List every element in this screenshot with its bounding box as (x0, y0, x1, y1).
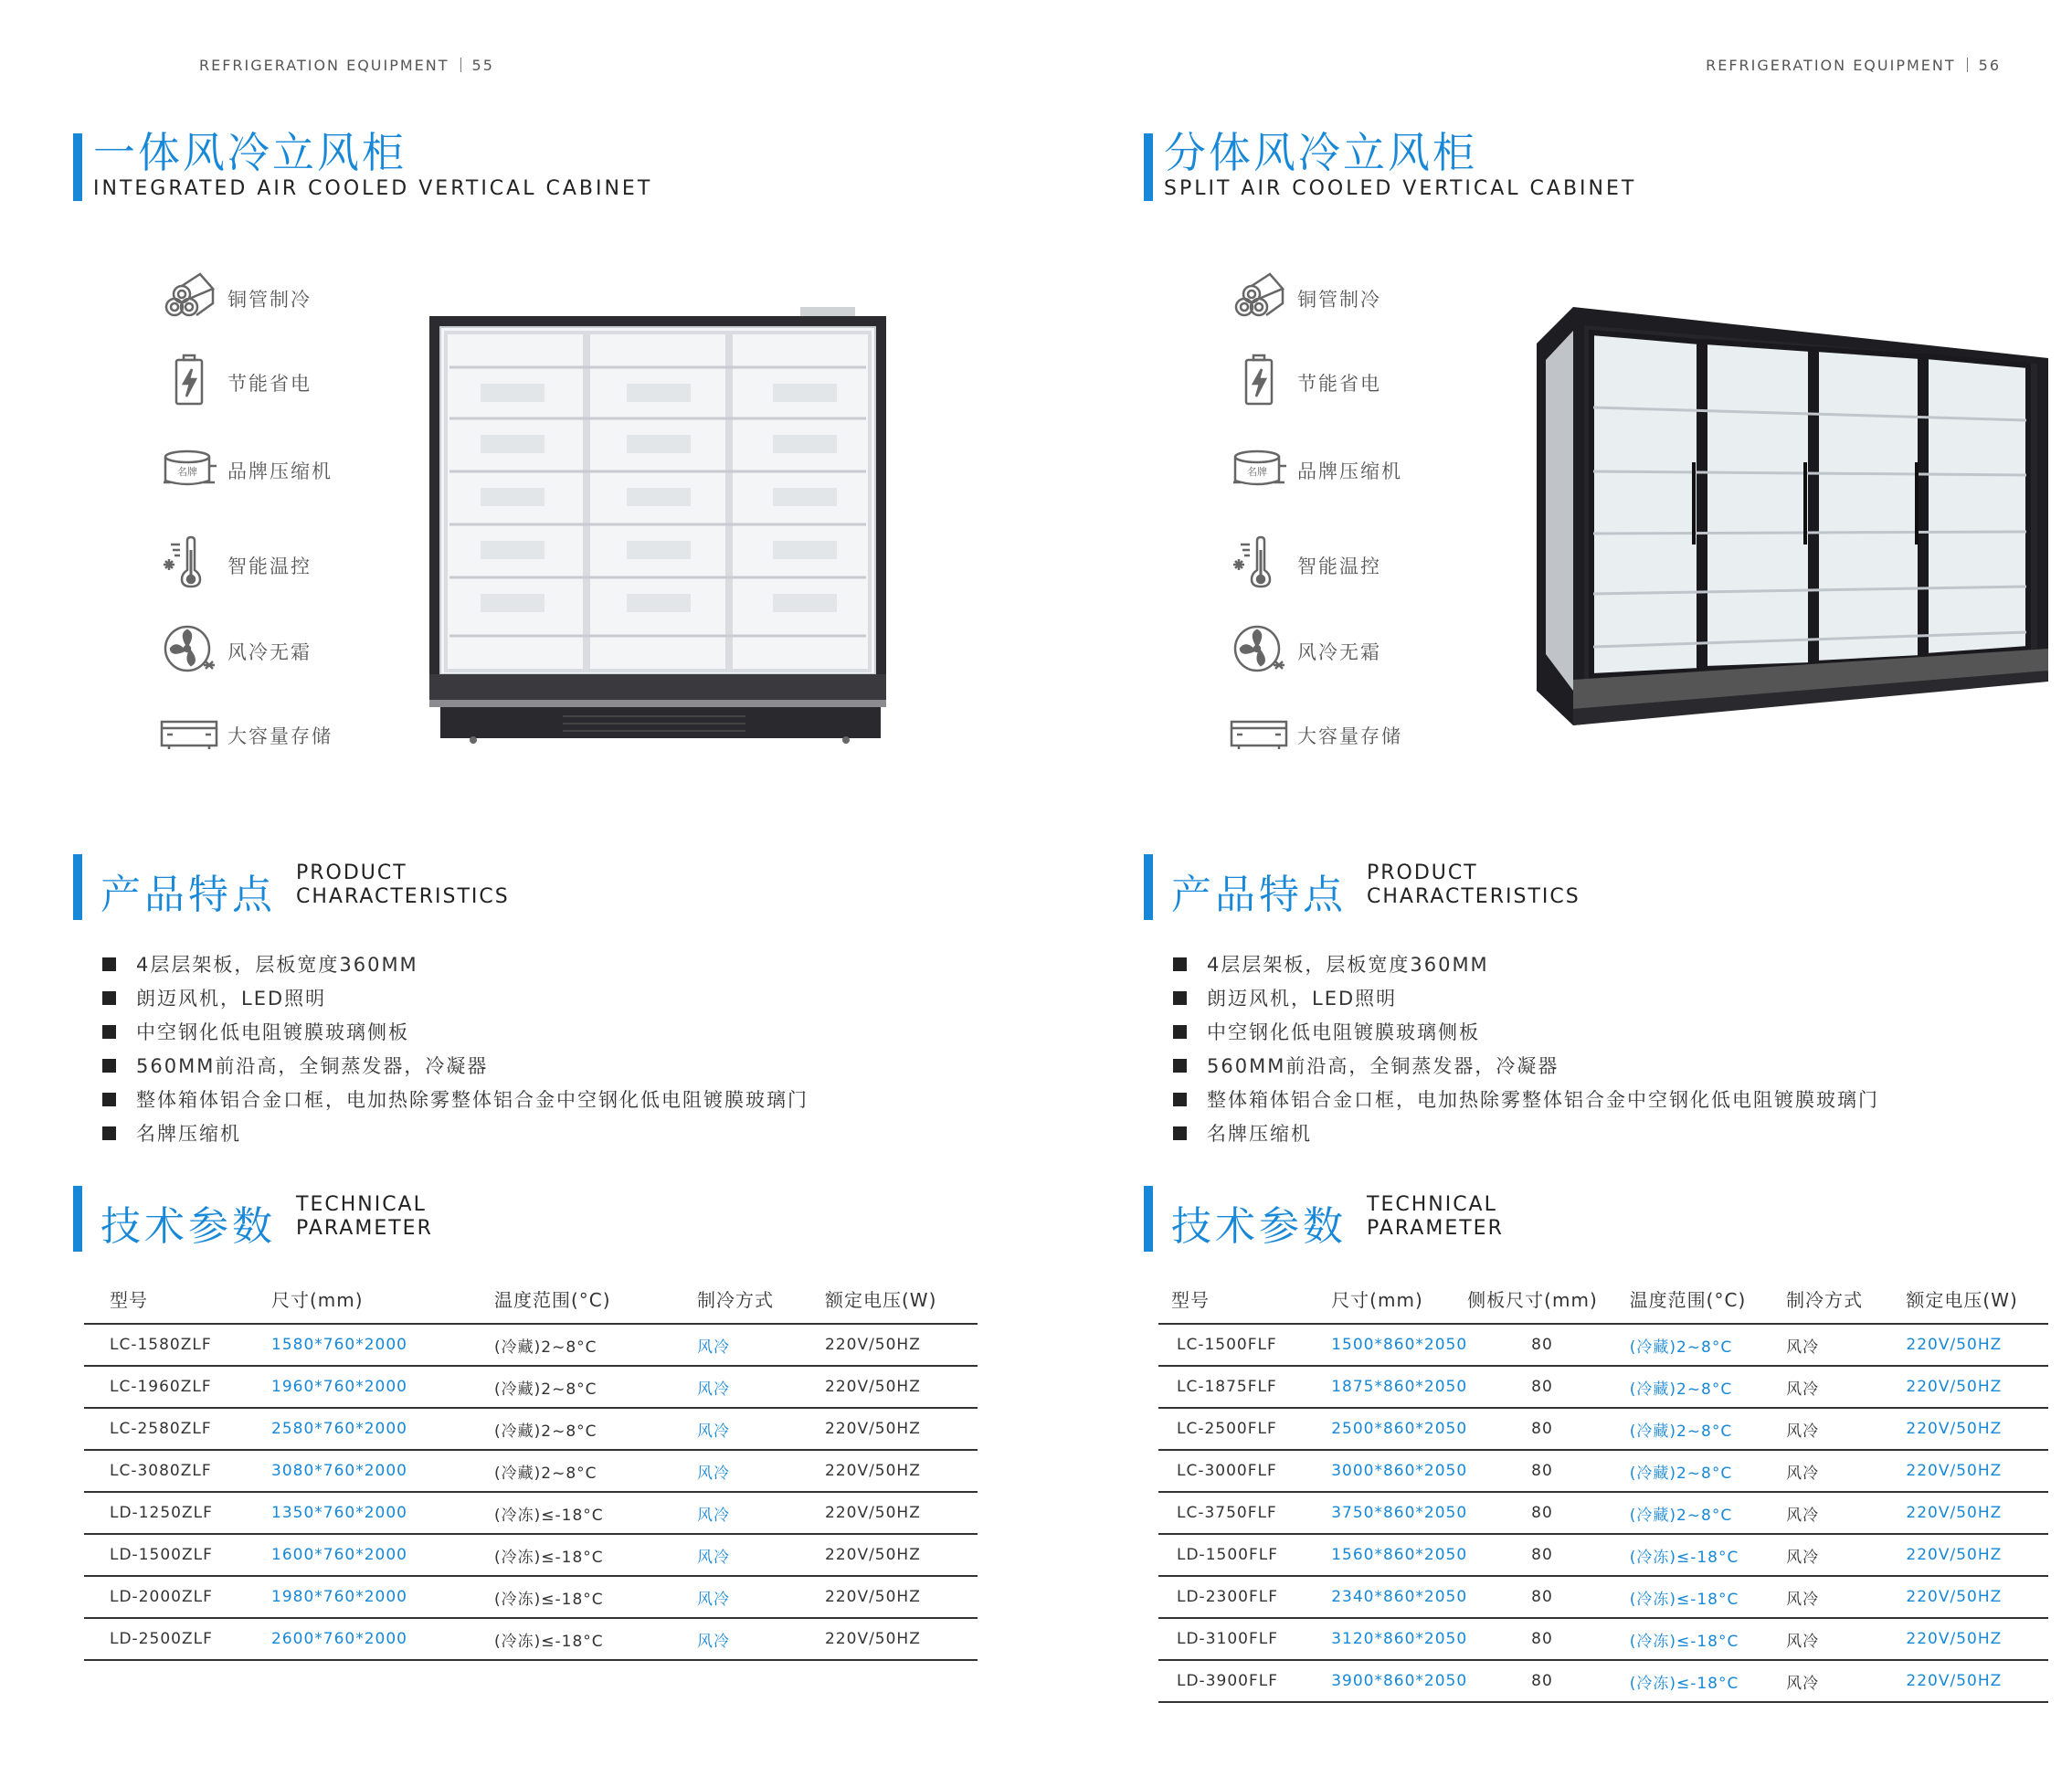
table-row: LD-2300FLF 2340*860*2050 80 (冷冻)≤-18°C 风冷 220V/50HZ (1158, 1576, 2048, 1618)
section-title-en: TECHNICAL PARAMETER (1367, 1193, 1504, 1240)
list-item: 560MM前沿高，全铜蒸发器，冷凝器 (1173, 1052, 1879, 1085)
feature-label: 智能温控 (1297, 555, 1381, 577)
feature-item (1230, 619, 1467, 678)
table-row: LC-3080ZLF 3080*760*2000 (冷藏)2~8°C 风冷 220V/50HZ (84, 1450, 978, 1492)
column-header: 型号 (84, 1279, 271, 1324)
title-cn: 一体风冷立风柜 (93, 128, 407, 177)
section-title-cn: 技术参数 (100, 1203, 276, 1250)
column-header: 额定电压(W) (1906, 1279, 2048, 1324)
table-row: LC-1875FLF 1875*860*2050 80 (冷藏)2~8°C 风冷 220V/50HZ (1158, 1366, 2048, 1408)
feature-item (160, 534, 397, 592)
feature-label: 风冷无霜 (1297, 641, 1381, 663)
column-header: 型号 (1158, 1279, 1331, 1324)
feature-label: 风冷无霜 (227, 641, 312, 663)
battery-icon (160, 351, 218, 409)
list-item: 中空钢化低电阻镀膜玻璃侧板 (1173, 1018, 1879, 1052)
table-row: LC-3750FLF 3750*860*2050 80 (冷藏)2~8°C 风冷 220V/50HZ (1158, 1492, 2048, 1534)
characteristics-heading (1144, 854, 1580, 920)
table-row: LC-3000FLF 3000*860*2050 80 (冷藏)2~8°C 风冷 220V/50HZ (1158, 1450, 2048, 1492)
feature-item (1230, 439, 1467, 497)
list-item: 名牌压缩机 (1173, 1119, 1879, 1153)
list-item: 朗迈风机，LED照明 (102, 984, 809, 1018)
column-header: 尺寸(mm) (1331, 1279, 1467, 1324)
compressor-icon (1230, 439, 1288, 497)
header-label: REFRIGERATION EQUIPMENT (1706, 57, 1956, 74)
feature-label: 品牌压缩机 (1297, 460, 1402, 482)
storage-icon (160, 703, 218, 762)
product-title (73, 130, 652, 201)
product-title (1144, 130, 1636, 201)
fan-icon (160, 619, 218, 678)
feature-item (1230, 703, 1467, 762)
feature-item (160, 351, 397, 409)
title-cn: 分体风冷立风柜 (1164, 128, 1477, 177)
battery-icon (1230, 351, 1288, 409)
page-number: 55 (471, 57, 494, 74)
feature-item (1230, 534, 1467, 592)
table-header-row (1158, 1279, 2048, 1324)
feature-item (160, 619, 397, 678)
spec-table (84, 1279, 978, 1661)
section-accent-bar (1144, 1186, 1153, 1252)
split-cabinet-image (1537, 307, 2057, 727)
thermometer-icon (160, 534, 218, 592)
compressor-icon (160, 439, 218, 497)
table-header-row (84, 1279, 978, 1324)
section-title-cn: 产品特点 (1171, 872, 1347, 918)
header-label: REFRIGERATION EQUIPMENT (199, 57, 449, 74)
feature-label: 节能省电 (1297, 373, 1381, 395)
fan-icon (1230, 619, 1288, 678)
running-header (199, 57, 494, 74)
feature-label: 品牌压缩机 (227, 460, 333, 482)
list-item: 560MM前沿高，全铜蒸发器，冷凝器 (102, 1052, 809, 1085)
table-row: LD-1250ZLF 1350*760*2000 (冷冻)≤-18°C 风冷 220V/50HZ (84, 1492, 978, 1534)
section-title-en: TECHNICAL PARAMETER (296, 1193, 433, 1240)
table-row: LD-3100FLF 3120*860*2050 80 (冷冻)≤-18°C 风冷 220V/50HZ (1158, 1618, 2048, 1660)
section-title-en: PRODUCT CHARACTERISTICS (1367, 862, 1580, 908)
title-en: SPLIT AIR COOLED VERTICAL CABINET (1164, 177, 1637, 200)
column-header: 尺寸(mm) (271, 1279, 494, 1324)
table-row: LD-2000ZLF 1980*760*2000 (冷冻)≤-18°C 风冷 220V/50HZ (84, 1576, 978, 1618)
storage-icon (1230, 703, 1288, 762)
technical-heading (73, 1186, 433, 1252)
feature-label: 大容量存储 (1297, 725, 1402, 747)
list-item: 整体箱体铝合金口框，电加热除雾整体铝合金中空钢化低电阻镀膜玻璃门 (1173, 1085, 1879, 1119)
section-title-cn: 产品特点 (100, 872, 276, 918)
table-row: LD-1500FLF 1560*860*2050 80 (冷冻)≤-18°C 风冷 220V/50HZ (1158, 1534, 2048, 1576)
section-accent-bar (73, 1186, 82, 1252)
running-header (1706, 57, 2001, 74)
integrated-cabinet-image (426, 307, 892, 744)
list-item: 中空钢化低电阻镀膜玻璃侧板 (102, 1018, 809, 1052)
feature-item (160, 703, 397, 762)
feature-item (160, 439, 397, 497)
thermometer-icon (1230, 534, 1288, 592)
list-item: 4层层架板，层板宽度360MM (102, 950, 809, 984)
page-number: 56 (1978, 57, 2001, 74)
feature-label: 铜管制冷 (1297, 289, 1381, 311)
characteristics-heading (73, 854, 510, 920)
table-row: LC-2500FLF 2500*860*2050 80 (冷藏)2~8°C 风冷 220V/50HZ (1158, 1408, 2048, 1450)
copper-pipe-icon (1230, 267, 1288, 325)
table-row: LD-3900FLF 3900*860*2050 80 (冷冻)≤-18°C 风冷 220V/50HZ (1158, 1660, 2048, 1702)
column-header: 额定电压(W) (825, 1279, 978, 1324)
list-item: 朗迈风机，LED照明 (1173, 984, 1879, 1018)
column-header: 温度范围(°C) (1630, 1279, 1786, 1324)
feature-label: 节能省电 (227, 373, 312, 395)
spec-table (1158, 1279, 2048, 1703)
characteristics-list (102, 950, 809, 1153)
feature-label: 大容量存储 (227, 725, 333, 747)
svg-text:名牌: 名牌 (177, 466, 197, 478)
column-header: 制冷方式 (1786, 1279, 1906, 1324)
list-item: 4层层架板，层板宽度360MM (1173, 950, 1879, 984)
copper-pipe-icon (160, 267, 218, 325)
table-row: LC-1500FLF 1500*860*2050 80 (冷藏)2~8°C 风冷 220V/50HZ (1158, 1324, 2048, 1366)
section-accent-bar (73, 854, 82, 920)
right-page (1036, 0, 2072, 1766)
table-row: LC-2580ZLF 2580*760*2000 (冷藏)2~8°C 风冷 220V/50HZ (84, 1408, 978, 1450)
list-item: 整体箱体铝合金口框，电加热除雾整体铝合金中空钢化低电阻镀膜玻璃门 (102, 1085, 809, 1119)
table-row: LD-1500ZLF 1600*760*2000 (冷冻)≤-18°C 风冷 220V/50HZ (84, 1534, 978, 1576)
column-header: 温度范围(°C) (494, 1279, 697, 1324)
feature-item (1230, 267, 1467, 325)
list-item: 名牌压缩机 (102, 1119, 809, 1153)
title-accent-bar (1144, 133, 1153, 201)
column-header: 制冷方式 (697, 1279, 825, 1324)
section-title-cn: 技术参数 (1171, 1203, 1347, 1250)
title-accent-bar (73, 133, 82, 201)
section-title-en: PRODUCT CHARACTERISTICS (296, 862, 510, 908)
table-row: LD-2500ZLF 2600*760*2000 (冷冻)≤-18°C 风冷 220V/50HZ (84, 1618, 978, 1660)
section-accent-bar (1144, 854, 1153, 920)
feature-item (1230, 351, 1467, 409)
title-en: INTEGRATED AIR COOLED VERTICAL CABINET (93, 177, 653, 200)
column-header: 侧板尺寸(mm) (1467, 1279, 1630, 1324)
table-row: LC-1960ZLF 1960*760*2000 (冷藏)2~8°C 风冷 220V/50HZ (84, 1366, 978, 1408)
feature-item (160, 267, 397, 325)
svg-text:名牌: 名牌 (1247, 466, 1267, 478)
table-row: LC-1580ZLF 1580*760*2000 (冷藏)2~8°C 风冷 220V/50HZ (84, 1324, 978, 1366)
feature-label: 铜管制冷 (227, 289, 312, 311)
technical-heading (1144, 1186, 1504, 1252)
feature-label: 智能温控 (227, 555, 312, 577)
characteristics-list (1173, 950, 1879, 1153)
